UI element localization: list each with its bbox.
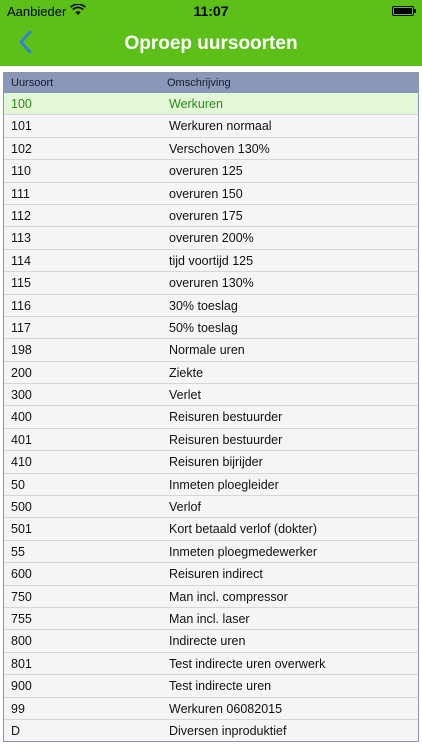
column-header-omschrijving: Omschrijving	[167, 77, 231, 89]
cell-description: Indirecte uren	[169, 634, 246, 649]
table-row[interactable]	[4, 630, 418, 652]
cell-description: Reisuren bijrijder	[169, 455, 263, 470]
table-row[interactable]	[4, 653, 418, 675]
cell-description: overuren 150	[169, 186, 243, 201]
cell-description: Verlof	[169, 500, 201, 515]
table-body	[4, 93, 418, 742]
table-row[interactable]	[4, 563, 418, 585]
table-row[interactable]	[4, 474, 418, 496]
table-row[interactable]	[4, 698, 418, 720]
table-row[interactable]	[4, 227, 418, 249]
cell-description: Test indirecte uren	[169, 679, 272, 694]
chevron-left-icon	[18, 30, 32, 59]
cell-description: Verschoven 130%	[169, 141, 270, 156]
table-row[interactable]	[4, 339, 418, 361]
cell-code: 410	[11, 455, 32, 470]
table-row[interactable]	[4, 720, 418, 742]
cell-description: 50% toeslag	[169, 320, 238, 335]
cell-code: 755	[11, 611, 32, 626]
cell-code: 110	[11, 164, 31, 179]
cell-description: Ziekte	[169, 365, 204, 380]
cell-code: 114	[11, 253, 31, 268]
cell-code: 800	[11, 634, 32, 649]
cell-code: 401	[11, 432, 32, 447]
cell-description: Werkuren	[169, 97, 223, 111]
cell-description: Reisuren indirect	[169, 567, 263, 582]
table-row[interactable]	[4, 429, 418, 451]
cell-code: D	[11, 723, 21, 738]
cell-description: Verlet	[169, 388, 201, 403]
cell-code: 750	[11, 589, 32, 604]
cell-description: Werkuren 06082015	[169, 701, 283, 716]
table-row[interactable]	[4, 675, 418, 697]
table-row[interactable]	[4, 250, 418, 272]
battery-icon	[392, 6, 414, 16]
cell-code: 300	[11, 388, 32, 403]
table-row[interactable]	[4, 272, 418, 294]
column-header-uursoort: Uursoort	[11, 77, 54, 89]
table-row[interactable]	[4, 138, 418, 160]
table-row[interactable]	[4, 451, 418, 473]
cell-code: 900	[11, 679, 32, 694]
cell-description: Reisuren bestuurder	[169, 432, 283, 447]
hour-types-table[interactable]	[3, 72, 419, 742]
table-row[interactable]	[4, 518, 418, 540]
table-row[interactable]	[4, 115, 418, 137]
cell-code: 100	[11, 97, 32, 111]
table-row[interactable]	[4, 93, 418, 115]
cell-description: 30% toeslag	[169, 298, 238, 313]
back-button[interactable]	[10, 28, 40, 60]
cell-code: 111	[11, 186, 31, 201]
cell-code: 50	[11, 477, 25, 492]
table-row[interactable]	[4, 496, 418, 518]
cell-code: 117	[11, 320, 31, 335]
cell-description: overuren 200%	[169, 231, 254, 246]
cell-code: 102	[11, 141, 32, 156]
cell-code: 801	[11, 656, 32, 671]
status-bar	[0, 0, 422, 22]
cell-code: 600	[11, 567, 32, 582]
cell-description: Normale uren	[169, 343, 245, 358]
cell-description: overuren 130%	[169, 276, 254, 291]
cell-description: tijd voortijd 125	[169, 253, 254, 268]
table-row[interactable]	[4, 317, 418, 339]
cell-description: Diversen inproduktief	[169, 723, 287, 738]
cell-description: Werkuren normaal	[169, 119, 272, 134]
cell-description: overuren 175	[169, 208, 243, 223]
table-row[interactable]	[4, 205, 418, 227]
carrier-label: Aanbieder	[7, 4, 67, 19]
cell-description: Man incl. laser	[169, 611, 250, 626]
cell-code: 501	[11, 522, 32, 537]
table-row[interactable]	[4, 183, 418, 205]
cell-code: 200	[11, 365, 32, 380]
clock: 11:07	[193, 3, 229, 19]
table-row[interactable]	[4, 384, 418, 406]
cell-code: 500	[11, 500, 32, 515]
table-row[interactable]	[4, 586, 418, 608]
table-row[interactable]	[4, 160, 418, 182]
table-row[interactable]	[4, 406, 418, 428]
table-row[interactable]	[4, 362, 418, 384]
cell-code: 113	[11, 231, 31, 246]
navigation-bar	[0, 22, 422, 66]
cell-code: 101	[11, 119, 32, 134]
cell-code: 116	[11, 298, 31, 313]
table-row[interactable]	[4, 541, 418, 563]
table-row[interactable]	[4, 295, 418, 317]
cell-description: Man incl. compressor	[169, 589, 288, 604]
cell-code: 112	[11, 208, 31, 223]
table-header	[4, 73, 418, 93]
cell-code: 55	[11, 544, 25, 559]
cell-code: 115	[11, 276, 31, 291]
table-row[interactable]	[4, 608, 418, 630]
cell-code: 99	[11, 701, 25, 716]
cell-description: Kort betaald verlof (dokter)	[169, 522, 317, 537]
cell-description: Inmeten ploegleider	[169, 477, 279, 492]
cell-code: 198	[11, 343, 32, 358]
cell-code: 400	[11, 410, 32, 425]
cell-description: overuren 125	[169, 164, 243, 179]
cell-description: Test indirecte uren overwerk	[169, 656, 326, 671]
cell-description: Reisuren bestuurder	[169, 410, 283, 425]
page-title: Oproep uursoorten	[124, 33, 298, 54]
cell-description: Inmeten ploegmedewerker	[169, 544, 317, 559]
